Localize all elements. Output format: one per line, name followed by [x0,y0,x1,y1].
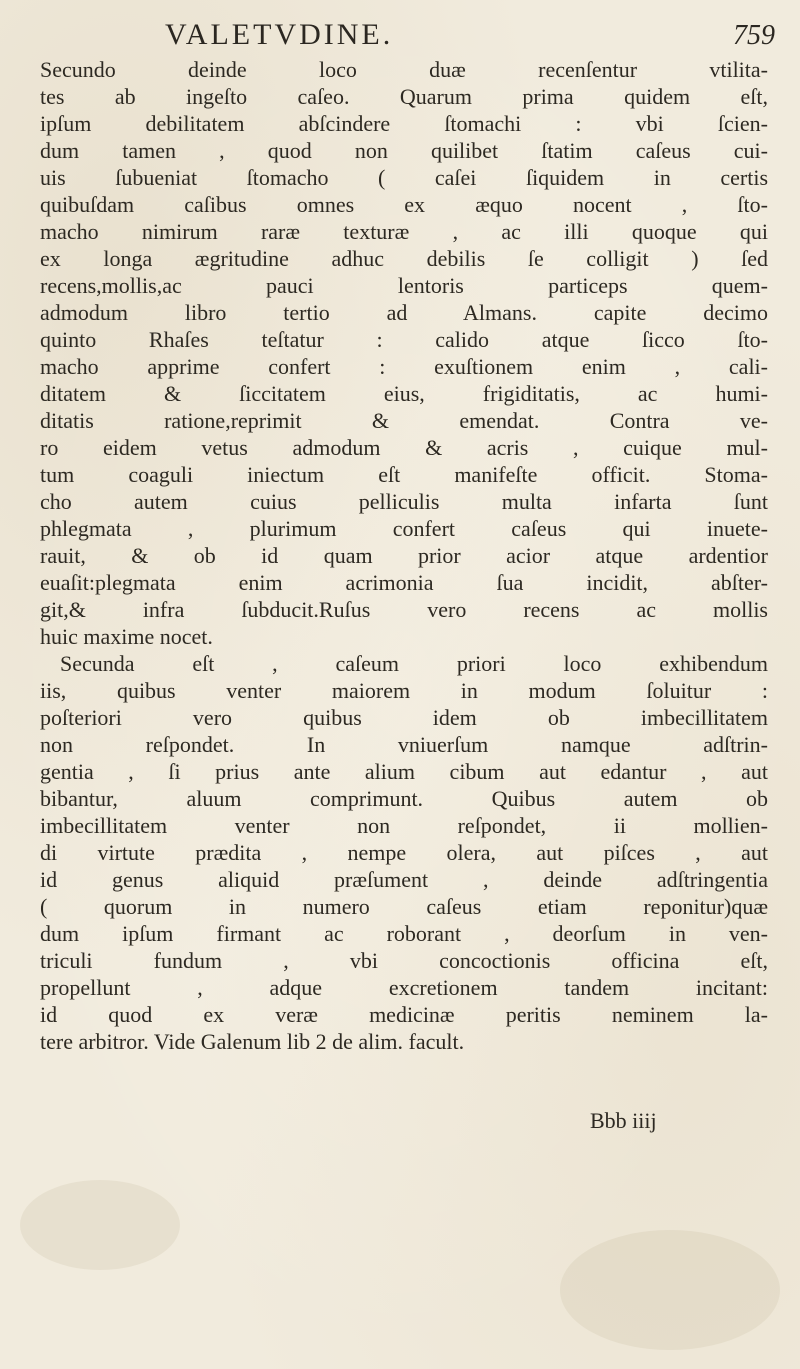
text-line: ditatem & ſiccitatem eius, frigiditatis, ac humi- [40,381,768,406]
text-line: tum coaguli iniectum eſt manifeſte officit. Stoma- [40,462,768,487]
page-header [155,18,775,58]
text-line: dum tamen , quod non quilibet ſtatim caſeus cui- [40,138,768,163]
text-line: macho apprime confert : exuſtionem enim , cali- [40,354,768,379]
text-line: quinto Rhaſes teſtatur : calido atque ſicco ſto- [40,327,768,352]
body-text [40,56,768,1055]
text-line: propellunt , adque excretionem tandem incitant: [40,975,768,1000]
text-line: euaſit:plegmata enim acrimonia ſua incidit, abſter- [40,570,768,595]
text-line: di virtute prædita , nempe olera, aut piſces , aut [40,840,768,865]
text-line: dum ipſum firmant ac roborant , deorſum in ven- [40,921,768,946]
text-line: tes ab ingeſto caſeo. Quarum prima quidem eſt, [40,84,768,109]
text-line: quibuſdam caſibus omnes ex æquo nocent , ſto- [40,192,768,217]
text-line: uis ſubueniat ſtomacho ( caſei ſiquidem in certis [40,165,768,190]
text-line: poſteriori vero quibus idem ob imbecillitatem [40,705,768,730]
text-line: gentia , ſi prius ante alium cibum aut edantur , aut [40,759,768,784]
text-line: ditatis ratione,reprimit & emendat. Contra ve- [40,408,768,433]
text-line: ( quorum in numero caſeus etiam reponitur)quæ [40,894,768,919]
page-number: 759 [733,20,775,51]
text-line: non reſpondet. In vniuerſum namque adſtrin- [40,732,768,757]
catchword: Bbb iiij [590,1108,657,1133]
text-line: tere arbitror. Vide Galenum lib 2 de alim. facult. [40,1029,465,1054]
text-line: rauit, & ob id quam prior acior atque ardentior [40,543,768,568]
text-line: admodum libro tertio ad Almans. capite decimo [40,300,768,325]
text-line: id quod ex veræ medicinæ peritis neminem la- [40,1002,768,1027]
text-line: cho autem cuius pelliculis multa infarta ſunt [40,489,768,514]
text-line: Secunda eſt , caſeum priori loco exhibendum [60,651,768,676]
text-line: recens,mollis,ac pauci lentoris particeps quem- [40,273,768,298]
text-line: git,& infra ſubducit.Ruſus vero recens ac mollis [40,597,768,622]
paper-stain [560,1230,780,1350]
running-head: VALETVDINE. [165,18,394,51]
text-line: triculi fundum , vbi concoctionis officina eſt, [40,948,768,973]
text-line: ipſum debilitatem abſcindere ſtomachi : vbi ſcien- [40,111,768,136]
text-line: iis, quibus venter maiorem in modum ſoluitur : [40,678,768,703]
text-line: id genus aliquid præſument , deinde adſtringentia [40,867,768,892]
text-line: Secundo deinde loco duæ recenſentur vtilita- [40,57,768,82]
text-line: huic maxime nocet. [40,624,213,649]
text-line: phlegmata , plurimum confert caſeus qui inuete- [40,516,768,541]
text-line: bibantur, aluum comprimunt. Quibus autem ob [40,786,768,811]
text-line: imbecillitatem venter non reſpondet, ii mollien- [40,813,768,838]
text-line: ex longa ægritudine adhuc debilis ſe colligit ) ſed [40,246,768,271]
paper-stain [20,1180,180,1270]
text-line: macho nimirum raræ texturæ , ac illi quoque qui [40,219,768,244]
text-line: ro eidem vetus admodum & acris , cuique mul- [40,435,768,460]
